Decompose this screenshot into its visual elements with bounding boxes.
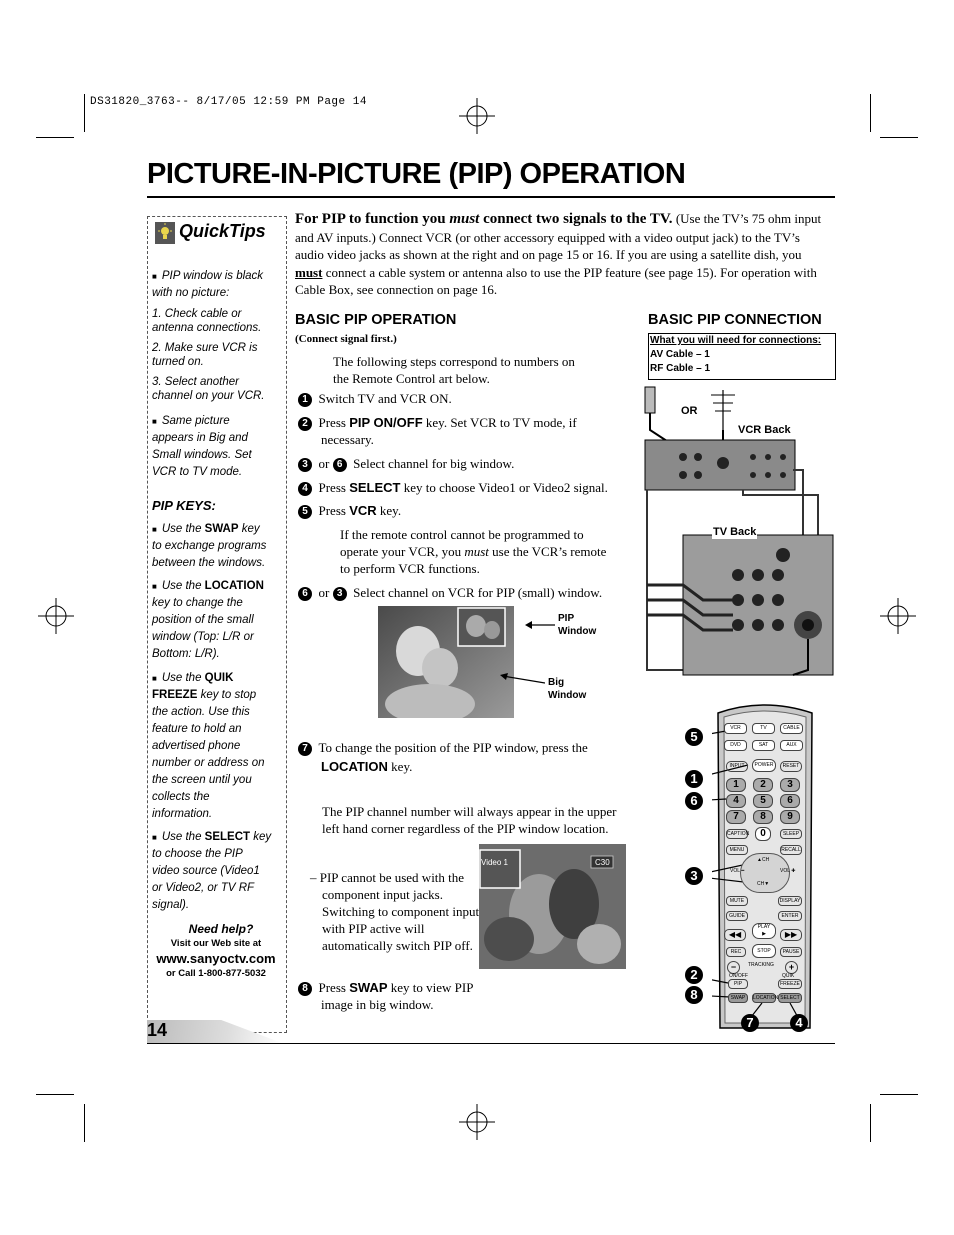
- digit-9-button[interactable]: 9: [780, 810, 800, 824]
- tip-same-picture: ■ Same picture appears in Big and Small windows. Set VCR to TV mode.: [152, 415, 252, 478]
- play-button[interactable]: PLAY ▶: [752, 923, 776, 939]
- crop-mark: [84, 1104, 85, 1142]
- registration-mark-icon: [459, 1104, 495, 1140]
- rec-button[interactable]: REC: [726, 947, 746, 957]
- bottom-rule: [147, 1043, 835, 1044]
- caption-button[interactable]: CAPTION: [727, 831, 750, 837]
- digit-8-button[interactable]: 8: [753, 810, 773, 824]
- print-slug: DS31820_3763-- 8/17/05 12:59 PM Page 14: [90, 96, 367, 108]
- or-label: OR: [681, 405, 698, 417]
- tracking-label: TRACKING: [748, 962, 774, 968]
- key-location-tip: ■ Use the LOCATION key to change the position of the small window (Top: L/R or Bottom: L/R).: [152, 580, 264, 660]
- osd-video-label: Video 1: [481, 858, 508, 867]
- component-note: – PIP cannot be used with the component input jacks. Switching to component input with PIP active will automatically switch PIP off.: [310, 870, 480, 953]
- digit-2-button[interactable]: 2: [753, 778, 773, 792]
- osd-channel-label: C30: [595, 858, 610, 867]
- onoff-label: ON/OFF: [729, 973, 748, 979]
- tracking-up-button[interactable]: +: [785, 961, 798, 974]
- step-3: 3 or 6 Select channel for big window.: [298, 455, 618, 472]
- title-rule: [147, 196, 835, 198]
- registration-mark-icon: [38, 598, 74, 634]
- key-swap-tip: ■ Use the SWAP key to exchange programs between the windows.: [152, 523, 267, 569]
- input-button[interactable]: INPUT: [726, 761, 748, 772]
- quik-freeze-button[interactable]: FREEZE: [778, 979, 802, 989]
- pip-onoff-button[interactable]: PIP: [728, 979, 748, 989]
- fast-forward-button[interactable]: ▶▶: [780, 929, 802, 941]
- registration-mark-icon: [459, 98, 495, 134]
- crop-mark: [880, 1094, 918, 1095]
- vol-down-label: VOL ━: [730, 868, 745, 874]
- tracking-down-button[interactable]: −: [727, 961, 740, 974]
- callout-2: 2: [685, 966, 703, 984]
- cable-button[interactable]: CABLE: [780, 723, 803, 734]
- recall-button[interactable]: RECALL: [781, 847, 801, 853]
- callout-5: 5: [685, 728, 703, 746]
- mute-button[interactable]: MUTE: [726, 896, 748, 906]
- callout-8: 8: [685, 986, 703, 1004]
- crop-mark: [880, 137, 918, 138]
- enter-button[interactable]: ENTER: [778, 911, 802, 921]
- crop-mark: [870, 94, 871, 132]
- quicktips-heading: QuickTips: [179, 221, 266, 241]
- crop-mark: [36, 1094, 74, 1095]
- digit-6-button[interactable]: 6: [780, 794, 800, 808]
- vcr-button[interactable]: VCR: [724, 723, 747, 734]
- crop-mark: [36, 137, 74, 138]
- step-1: 1 Switch TV and VCR ON.: [298, 390, 618, 407]
- basic-pip-connection-heading: BASIC PIP CONNECTION: [648, 312, 822, 328]
- rewind-button[interactable]: ◀◀: [724, 929, 746, 941]
- pip-example-photo: [378, 606, 514, 718]
- step-7: 7 To change the position of the PIP window, press the LOCATION key.: [298, 738, 631, 776]
- digit-5-button[interactable]: 5: [753, 794, 773, 808]
- tv-button[interactable]: TV: [752, 723, 775, 734]
- step-6: 6 or 3 Select channel on VCR for PIP (small) window.: [298, 584, 638, 601]
- tip-black-window: ■ PIP window is black with no picture:: [152, 270, 264, 299]
- digit-0-button[interactable]: 0: [755, 827, 771, 841]
- display-button[interactable]: DISPLAY: [779, 898, 801, 904]
- digit-4-button[interactable]: 4: [726, 794, 746, 808]
- basic-pip-operation-heading: BASIC PIP OPERATION: [295, 312, 457, 328]
- pip-window-label: PIP Window: [558, 613, 597, 637]
- callout-6: 6: [685, 792, 703, 810]
- callout-1: 1: [685, 770, 703, 788]
- swap-button[interactable]: SWAP: [728, 993, 748, 1003]
- big-window-label: Big Window: [548, 677, 587, 701]
- sleep-button[interactable]: SLEEP: [780, 829, 802, 839]
- digit-3-button[interactable]: 3: [780, 778, 800, 792]
- reset-button[interactable]: RESET: [780, 761, 802, 772]
- location-button[interactable]: LOCATION: [753, 995, 779, 1001]
- sat-button[interactable]: SAT: [752, 740, 775, 751]
- page-number: 14: [147, 1020, 168, 1040]
- pause-button[interactable]: PAUSE: [780, 947, 802, 957]
- connect-first-note: (Connect signal first.): [295, 333, 397, 345]
- power-button[interactable]: POWER: [752, 759, 776, 772]
- steps-note: The following steps correspond to numbers on the Remote Control art below.: [333, 354, 575, 386]
- step-4: 4 Press SELECT key to choose Video1 or Video2 signal.: [298, 479, 638, 496]
- website-link[interactable]: www.sanyoctv.com: [156, 951, 276, 966]
- registration-mark-icon: [880, 598, 916, 634]
- guide-button[interactable]: GUIDE: [726, 911, 748, 921]
- select-button[interactable]: SELECT: [778, 993, 802, 1003]
- callout-7: 7: [741, 1014, 759, 1032]
- crop-mark: [84, 94, 85, 132]
- step-2: 2 Press PIP ON/OFF key. Set VCR to TV mode, if necessary.: [298, 414, 631, 448]
- callout-4: 4: [790, 1014, 808, 1032]
- remote-buttons: [712, 703, 817, 1033]
- step-5-note: If the remote control cannot be programmed to operate your VCR, you must use the VCR’s remote to perform VCR functions.: [340, 527, 607, 576]
- dvd-button[interactable]: DVD: [724, 740, 747, 751]
- ch-down-label: CH▼: [757, 881, 770, 887]
- arrow-left-icon: [500, 673, 545, 687]
- digit-1-button[interactable]: 1: [726, 778, 746, 792]
- tip-steps: 1. Check cable or antenna connections. 2. Make sure VCR is turned on. 3. Select another channel on your VCR.: [152, 308, 265, 402]
- pip-channel-note: The PIP channel number will always appear in the upper left hand corner regardless of the PIP window location.: [322, 804, 617, 836]
- key-select-tip: ■ Use the SELECT key to choose the PIP video source (Video1 or Video2, or TV RF signal).: [152, 831, 272, 911]
- vol-up-label: VOL ✚: [780, 868, 796, 874]
- pip-keys-heading: PIP KEYS:: [152, 498, 216, 513]
- crop-mark: [870, 1104, 871, 1142]
- vcr-back-label: VCR Back: [738, 424, 791, 436]
- lightbulb-icon: [155, 222, 175, 244]
- help-block: Need help? Visit our Web site at www.sanyoctv.com or Call 1-800-877-5032: [147, 922, 285, 979]
- ch-up-label: ▲CH: [757, 857, 770, 863]
- quik-label: QUIK: [782, 973, 795, 979]
- key-freeze-tip: ■ Use the QUIK FREEZE key to stop the action. Use this feature to hold an advertised phone number or address on the screen until you collects the information.: [152, 672, 265, 820]
- callout-3: 3: [685, 867, 703, 885]
- arrow-left-icon: [525, 620, 555, 630]
- page-title: PICTURE-IN-PICTURE (PIP) OPERATION: [147, 158, 686, 190]
- tv-back-label: TV Back: [713, 526, 757, 538]
- menu-button[interactable]: MENU: [726, 845, 748, 855]
- aux-button[interactable]: AUX: [780, 740, 803, 751]
- stop-button[interactable]: STOP: [752, 944, 776, 958]
- requirements-box: What you will need for connections: AV Cable – 1 RF Cable – 1: [648, 333, 836, 380]
- step-5: 5 Press VCR key.: [298, 502, 618, 519]
- intro-paragraph: For PIP to function you must connect two signals to the TV. (Use the TV’s 75 ohm input and AV inputs.) Connect VCR (or other accessory equipped with a video output jack) to the TV’s audio video jacks as shown at the right and on page 15 or 16. If you are using a satellite dish, you must connect a cable system or antenna also to use the PIP feature (see page 15). For operation with Cable Box, see connection on page 16.: [295, 211, 822, 297]
- step-8: 8 Press SWAP key to view PIP image in big window.: [298, 979, 481, 1013]
- digit-7-button[interactable]: 7: [726, 810, 746, 824]
